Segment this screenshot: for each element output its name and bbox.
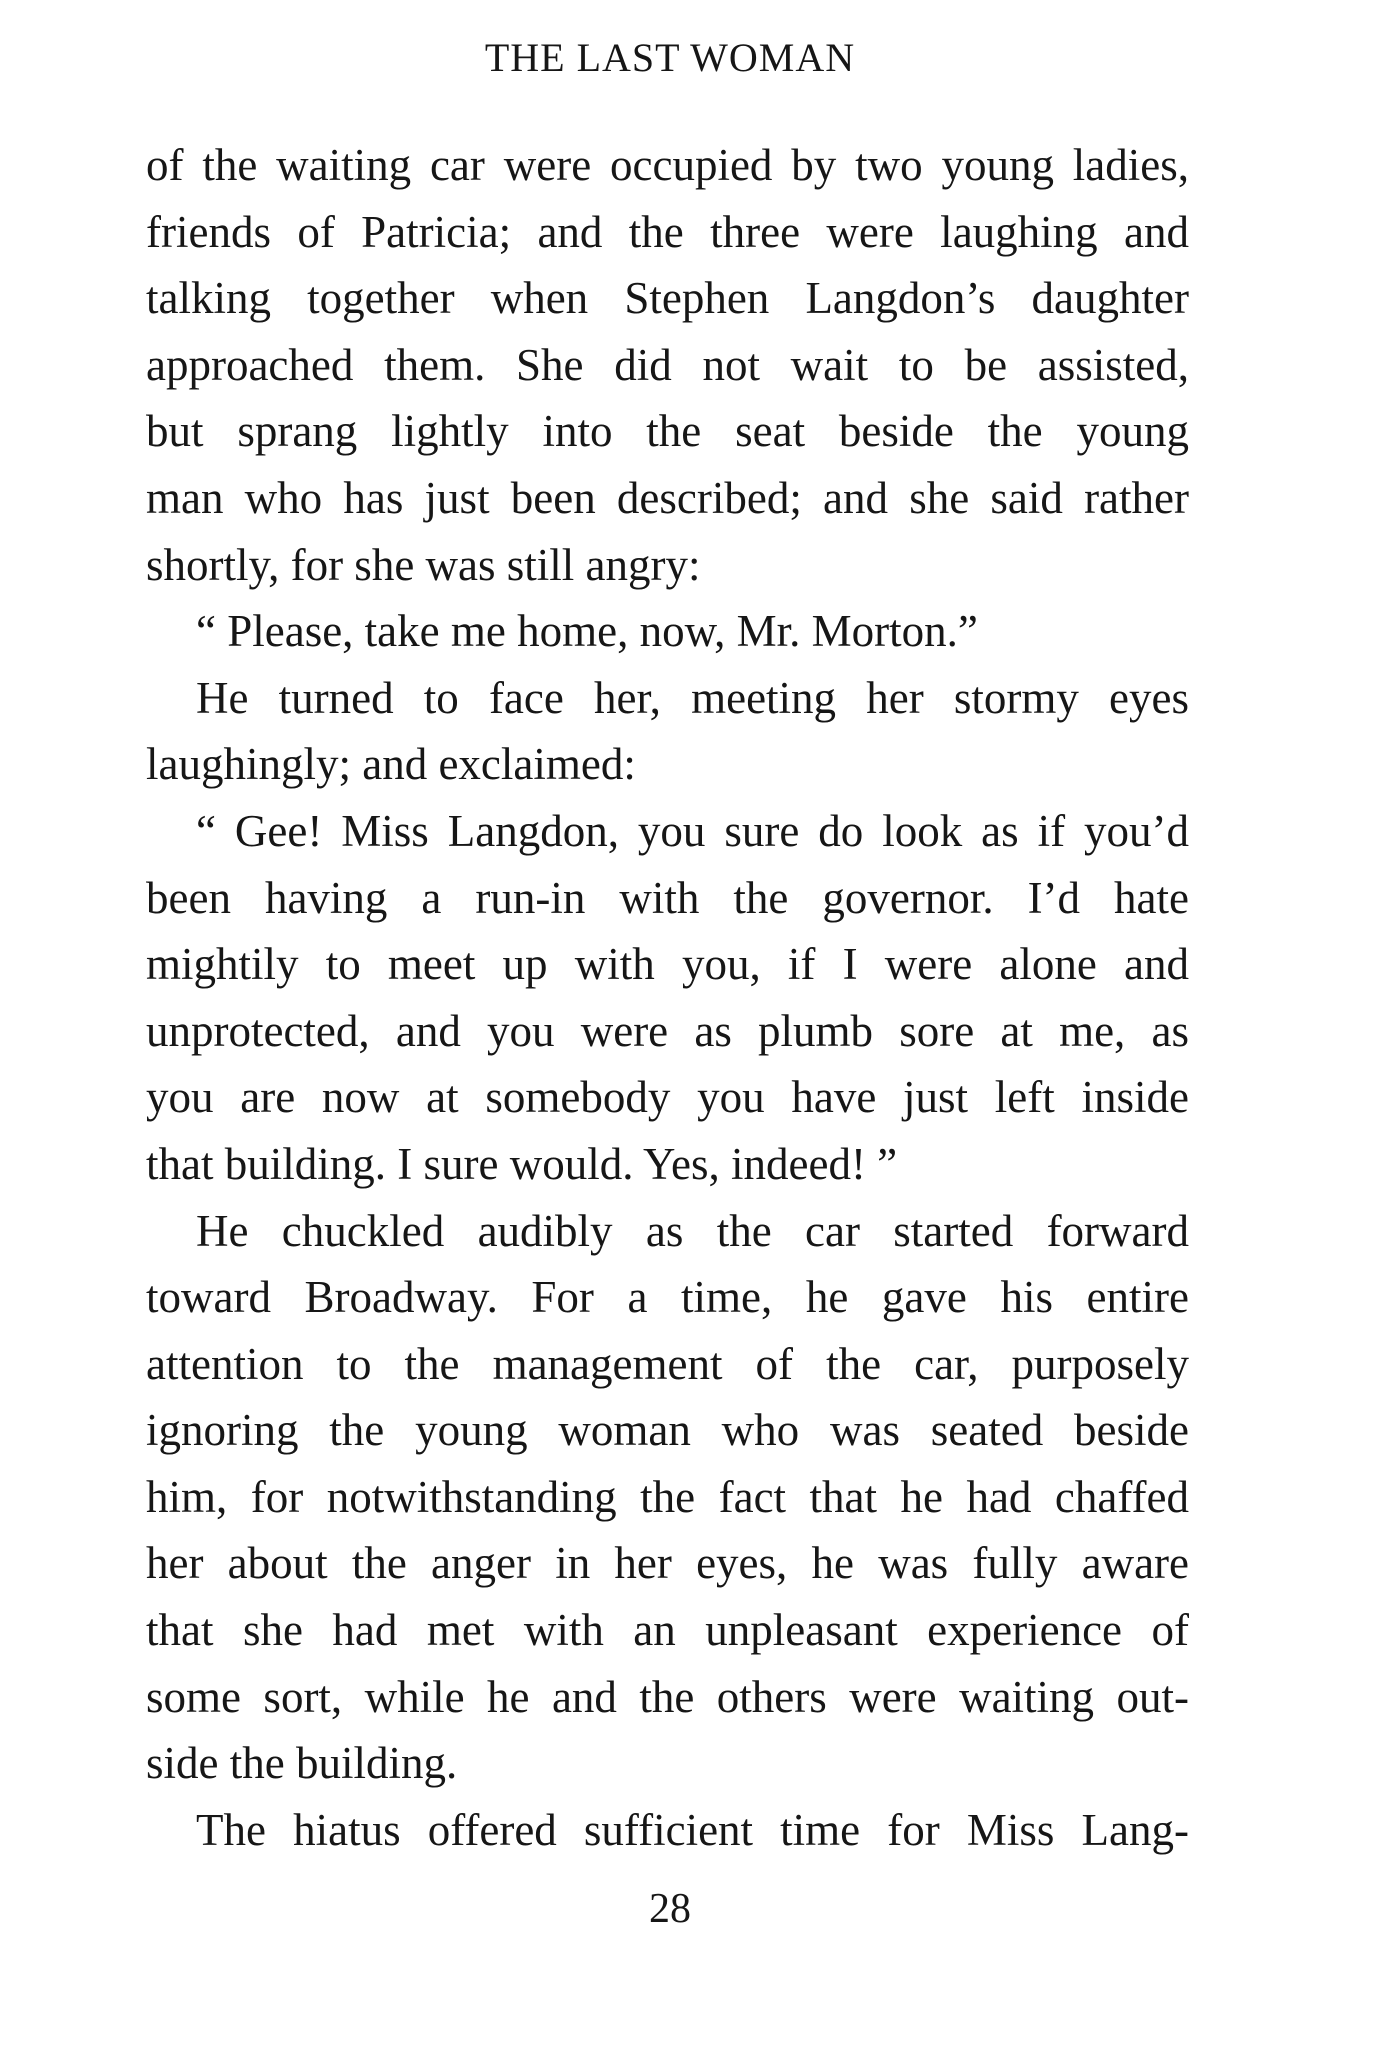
- text-line: The hiatus offered sufficient time for Miss Lang-: [196, 1804, 1189, 1855]
- text-line: her about the anger in her eyes, he was fully aware: [146, 1538, 1189, 1589]
- text-line: unprotected, and you were as plumb sore at me, as: [146, 1005, 1189, 1056]
- page-number: 28: [649, 1886, 691, 1932]
- body-text: [146, 132, 1189, 1863]
- text-line: shortly, for she was still angry:: [146, 539, 701, 590]
- text-line: “ Gee! Miss Langdon, you sure do look as if you’d: [196, 805, 1189, 856]
- text-line: some sort, while he and the others were waiting out-: [146, 1671, 1189, 1722]
- text-line: of the waiting car were occupied by two young ladies,: [146, 140, 1189, 190]
- text-line: attention to the management of the car, purposely: [146, 1338, 1189, 1389]
- text-line: He chuckled audibly as the car started forward: [196, 1205, 1189, 1256]
- text-line: friends of Patricia; and the three were laughing and: [146, 206, 1189, 257]
- text-line: “ Please, take me home, now, Mr. Morton.”: [196, 606, 978, 657]
- text-line: ignoring the young woman who was seated beside: [146, 1405, 1189, 1456]
- text-line: that she had met with an unpleasant experience of: [146, 1605, 1189, 1656]
- text-line: that building. I sure would. Yes, indeed! ”: [146, 1138, 898, 1189]
- text-line: laughingly; and exclaimed:: [146, 739, 636, 790]
- text-line: side the building.: [146, 1738, 458, 1789]
- text-line: He turned to face her, meeting her stormy eyes: [196, 672, 1189, 723]
- text-line: you are now at somebody you have just left inside: [146, 1072, 1189, 1123]
- text-line: approached them. She did not wait to be assisted,: [146, 339, 1189, 390]
- text-line: been having a run-in with the governor. I’d hate: [146, 872, 1189, 923]
- text-line: talking together when Stephen Langdon’s daughter: [146, 273, 1189, 324]
- text-line: toward Broadway. For a time, he gave his entire: [146, 1272, 1189, 1323]
- text-line: man who has just been described; and she said rather: [146, 472, 1189, 523]
- running-head: THE LAST WOMAN: [484, 35, 856, 80]
- text-line: but sprang lightly into the seat beside the young: [146, 406, 1189, 457]
- text-line: him, for notwithstanding the fact that he had chaffed: [146, 1471, 1189, 1522]
- text-line: mightily to meet up with you, if I were alone and: [146, 939, 1189, 990]
